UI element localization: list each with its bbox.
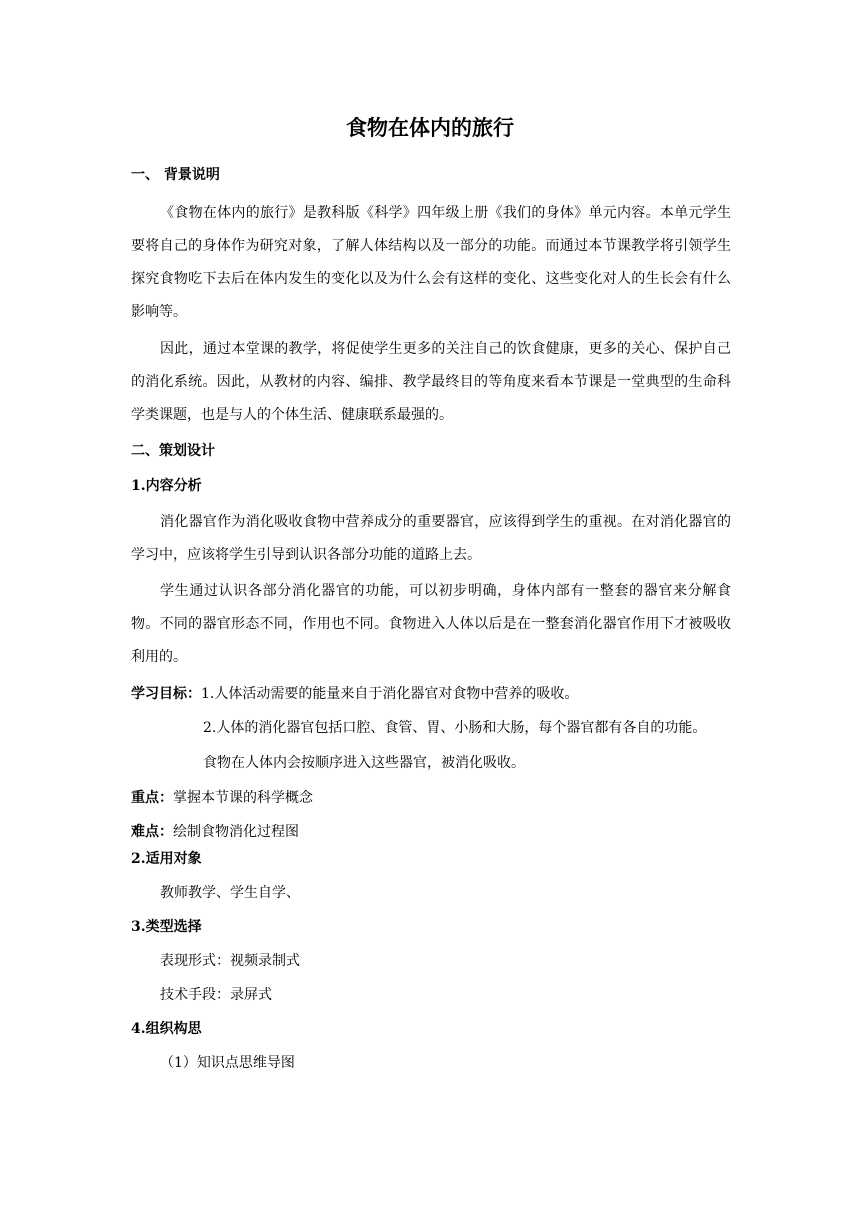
paragraph-background-2: 因此，通过本堂课的教学，将促使学生更多的关注自己的饮食健康，更多的关心、保护自己的消化系统。因此，从教材的内容、编排、教学最终目的等角度来看本节课是一堂典型的生命科学类课题，也是与人的个体生活、健康联系最强的。 — [131, 341, 731, 423]
document-title: 食物在体内的旅行 — [346, 115, 514, 140]
difficulty-text: 绘制食物消化过程图 — [173, 824, 299, 840]
presentation-form-text: 表现形式：视频录制式 — [160, 953, 300, 969]
learning-goals-label: 学习目标： — [131, 686, 201, 702]
difficulty-label: 难点： — [131, 824, 173, 840]
section-heading-design: 二、策划设计 — [131, 443, 215, 459]
paragraph-content-analysis-2: 学生通过认识各部分消化器官的功能，可以初步明确，身体内部有一整套的器官来分解食物。不同的器官形态不同，作用也不同。食物进入人体以后是在一整套消化器官作用下才被吸收利用的。 — [131, 583, 731, 665]
mind-map-item: （1）知识点思维导图 — [160, 1055, 295, 1071]
target-audience-text: 教师教学、学生自学、 — [160, 885, 300, 901]
key-point-label: 重点： — [131, 790, 173, 806]
paragraph-content-analysis-1: 消化器官作为消化吸收食物中营养成分的重要器官，应该得到学生的重视。在对消化器官的学习中，应该将学生引导到认识各部分功能的道路上去。 — [131, 514, 731, 563]
subheading-type-selection: 3.类型选择 — [131, 919, 202, 935]
learning-goal-1: 1.人体活动需要的能量来自于消化器官对食物中营养的吸收。 — [201, 686, 579, 702]
paragraph-background-1: 《食物在体内的旅行》是教科版《科学》四年级上册《我们的身体》单元内容。本单元学生要将自己的身体作为研究对象，了解人体结构以及一部分的功能。而通过本节课教学将引领学生探究食物吃下去后在体内发生的变化以及为什么会有这样的变化、这些变化对人的生长会有什么影响等。 — [131, 205, 731, 320]
key-point-row — [131, 787, 313, 809]
learning-goals-row — [131, 683, 578, 705]
learning-goal-2: 2.人体的消化器官包括口腔、食管、胃、小肠和大肠，每个器官都有各自的功能。 — [203, 720, 707, 736]
section-heading-background: 一、 背景说明 — [131, 167, 220, 183]
learning-goal-2-continued: 食物在人体内会按顺序进入这些器官，被消化吸收。 — [203, 755, 525, 771]
difficulty-row — [131, 821, 299, 843]
technical-means-text: 技术手段：录屏式 — [160, 987, 272, 1003]
subheading-content-analysis: 1.内容分析 — [131, 478, 202, 494]
key-point-text: 掌握本节课的科学概念 — [173, 790, 313, 806]
subheading-target-audience: 2.适用对象 — [131, 851, 202, 867]
subheading-organization: 4.组织构思 — [131, 1021, 202, 1037]
